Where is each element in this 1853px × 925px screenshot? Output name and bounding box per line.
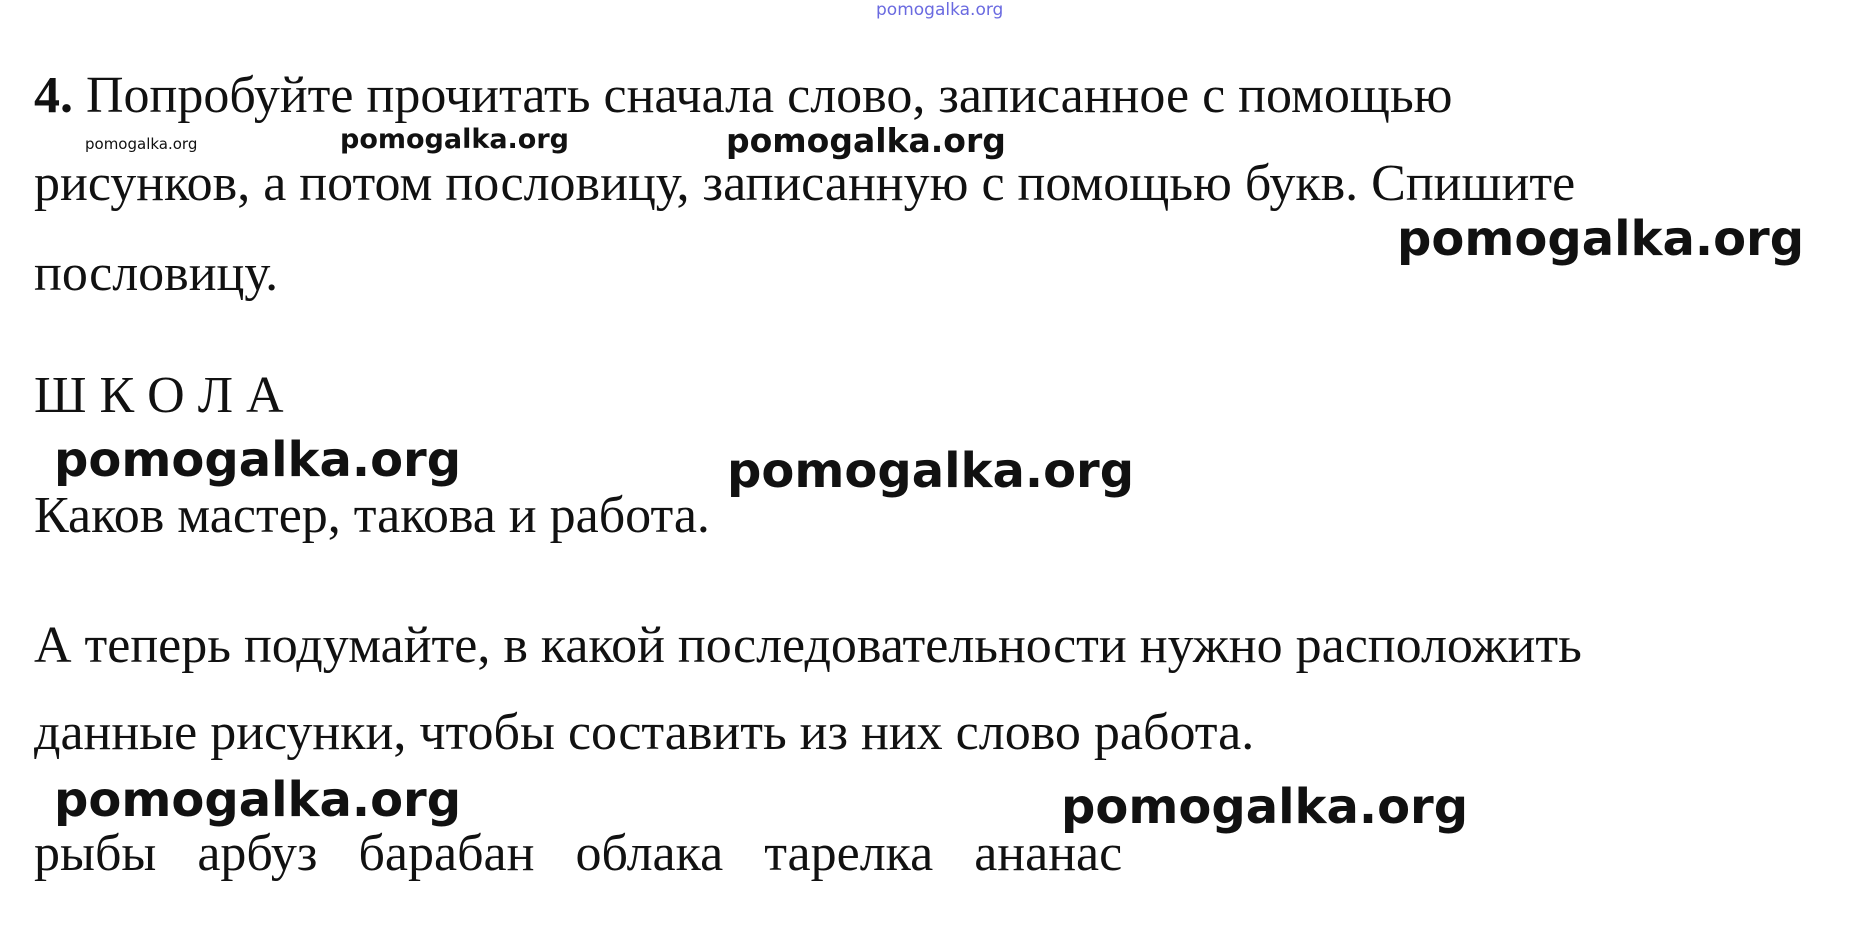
word-item: барабан <box>358 825 535 882</box>
word-item: рыбы <box>34 825 157 882</box>
word-item: ананас <box>974 825 1123 882</box>
watermark: pomogalka.org <box>1397 211 1805 267</box>
proverb: Каков мастер, такова и работа. <box>34 487 710 544</box>
watermark: pomogalka.org <box>54 772 462 828</box>
watermark: pomogalka.org <box>727 443 1135 499</box>
task-line-2: рисунков, а потом пословицу, записанную с помощью букв. Спишите <box>34 155 1576 212</box>
word-item: облака <box>575 825 724 882</box>
watermark: pomogalka.org <box>726 121 1006 160</box>
watermark: pomogalka.org <box>54 432 462 488</box>
word-item: тарелка <box>764 825 934 882</box>
task-text-1: Попробуйте прочитать сначала слово, записанное с помощью <box>86 67 1453 124</box>
question-line-2: данные рисунки, чтобы составить из них слово работа. <box>34 704 1255 761</box>
word-list <box>34 825 1150 882</box>
watermark: pomogalka.org <box>85 135 198 153</box>
question-line-1: А теперь подумайте, в какой последовательности нужно расположить <box>34 617 1582 674</box>
task-line-3: пословицу. <box>34 245 279 302</box>
watermark: pomogalka.org <box>340 124 569 155</box>
task-line-1 <box>34 67 1453 124</box>
spelled-word: Ш К О Л А <box>34 367 284 424</box>
word-item: арбуз <box>197 825 318 882</box>
watermark-top: pomogalka.org <box>876 0 1004 20</box>
task-number: 4. <box>34 67 73 124</box>
watermark: pomogalka.org <box>1061 779 1469 835</box>
